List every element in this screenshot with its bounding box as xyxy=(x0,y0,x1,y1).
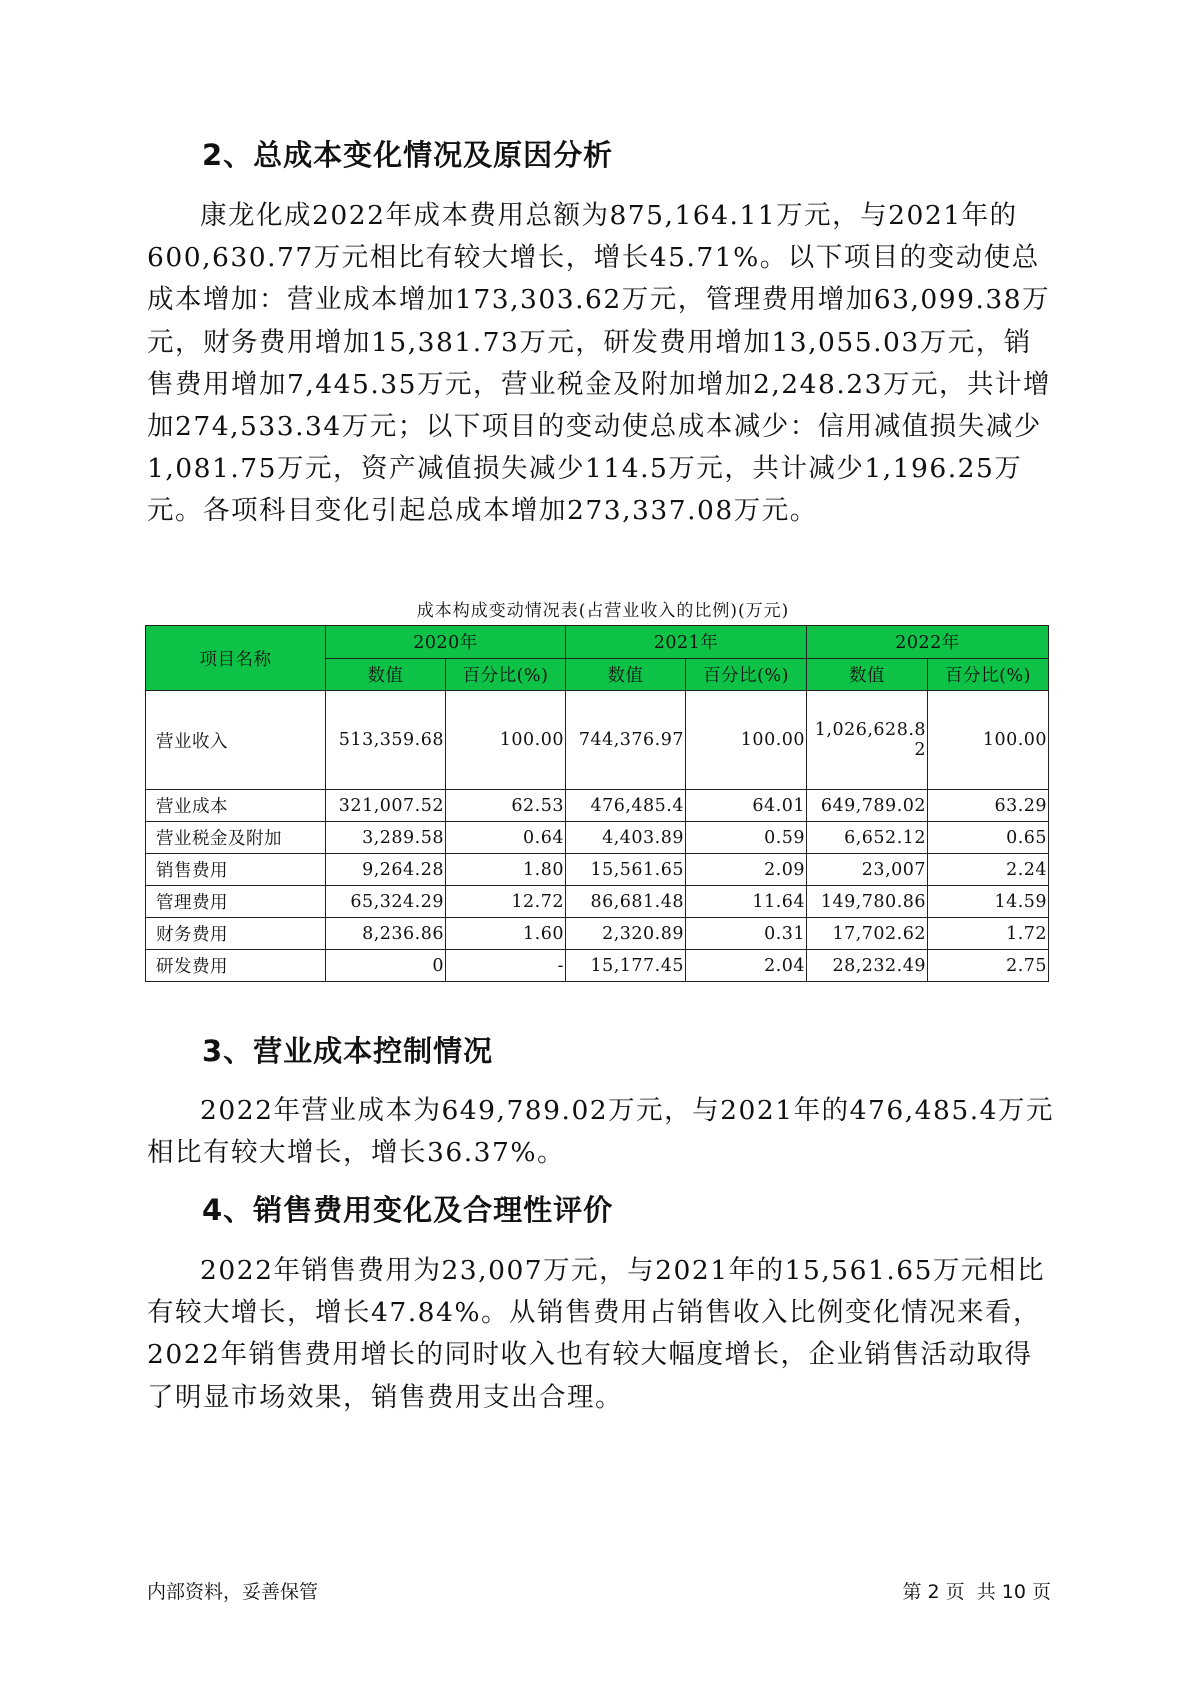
table-cell: 744,376.97 xyxy=(566,691,686,790)
cost-structure-table xyxy=(145,625,1049,982)
year-header-2022: 2022年 xyxy=(807,626,1049,659)
table-row xyxy=(146,790,1049,822)
section-4-heading: 4、销售费用变化及合理性评价 xyxy=(202,1193,614,1227)
table-cell: 15,177.45 xyxy=(566,950,686,982)
table-cell: 513,359.68 xyxy=(326,691,446,790)
table-cell: 12.72 xyxy=(446,886,566,918)
table-cell: 28,232.49 xyxy=(807,950,928,982)
table-cell: 0 xyxy=(326,950,446,982)
table-cell: 64.01 xyxy=(686,790,807,822)
table-row xyxy=(146,691,1049,790)
table-cell: - xyxy=(446,950,566,982)
table-cell: 2.75 xyxy=(928,950,1049,982)
percent-header: 百分比(%) xyxy=(446,658,566,691)
row-label: 管理费用 xyxy=(146,886,326,918)
table-cell: 0.64 xyxy=(446,822,566,854)
table-cell: 476,485.4 xyxy=(566,790,686,822)
row-label: 营业成本 xyxy=(146,790,326,822)
table-cell: 65,324.29 xyxy=(326,886,446,918)
table-cell: 23,007 xyxy=(807,854,928,886)
year-header-2021: 2021年 xyxy=(566,626,807,659)
table-cell: 0.65 xyxy=(928,822,1049,854)
footer-confidential-note: 内部资料，妥善保管 xyxy=(147,1581,319,1603)
table-cell: 1.80 xyxy=(446,854,566,886)
table-cell: 3,289.58 xyxy=(326,822,446,854)
table-cell: 1,026,628.82 xyxy=(807,691,928,790)
table-cell: 15,561.65 xyxy=(566,854,686,886)
table-cell: 1.60 xyxy=(446,918,566,950)
table-cell: 149,780.86 xyxy=(807,886,928,918)
table-cell: 8,236.86 xyxy=(326,918,446,950)
row-label: 财务费用 xyxy=(146,918,326,950)
row-label: 销售费用 xyxy=(146,854,326,886)
table-cell: 62.53 xyxy=(446,790,566,822)
year-header-2020: 2020年 xyxy=(326,626,566,659)
table-cell: 17,702.62 xyxy=(807,918,928,950)
table-row xyxy=(146,822,1049,854)
item-name-header: 项目名称 xyxy=(146,626,326,691)
row-label: 研发费用 xyxy=(146,950,326,982)
row-label: 营业收入 xyxy=(146,691,326,790)
section-2-paragraph: 康龙化成2022年成本费用总额为875,164.11万元，与2021年的600,630.77万元相比有较大增长，增长45.71%。以下项目的变动使总成本增加：营业成本增加173,303.62万元，管理费用增加63,099.38万元，财务费用增加15,381.73万元，研发费用增加13,055.03万元，销售费用增加7,445.35万元，营业税金及附加增加2,248.23万元，共计增加274,533.34万元；以下项目的变动使总成本减少：信用减值损失减少1,081.75万元，资产减值损失减少114.5万元，共计减少1,196.25万元。各项科目变化引起总成本增加273,337.08万元。 xyxy=(147,200,1052,527)
table-row xyxy=(146,918,1049,950)
value-header: 数值 xyxy=(326,658,446,691)
table-cell: 321,007.52 xyxy=(326,790,446,822)
table-cell: 14.59 xyxy=(928,886,1049,918)
table-cell: 4,403.89 xyxy=(566,822,686,854)
value-header: 数值 xyxy=(566,658,686,691)
table-row xyxy=(146,854,1049,886)
table-caption: 成本构成变动情况表(占营业收入的比例)(万元) xyxy=(416,601,790,621)
section-4-paragraph: 2022年销售费用为23,007万元，与2021年的15,561.65万元相比有较大增长，增长47.84%。从销售费用占销售收入比例变化情况来看，2022年销售费用增长的同时收入也有较大幅度增长，企业销售活动取得了明显市场效果，销售费用支出合理。 xyxy=(147,1255,1045,1413)
table-cell: 100.00 xyxy=(446,691,566,790)
percent-header: 百分比(%) xyxy=(686,658,807,691)
table-cell: 649,789.02 xyxy=(807,790,928,822)
row-label: 营业税金及附加 xyxy=(146,822,326,854)
table-cell: 1.72 xyxy=(928,918,1049,950)
table-cell: 2.04 xyxy=(686,950,807,982)
footer-page-number: 第 2 页 共 10 页 xyxy=(902,1581,1051,1603)
table-cell: 100.00 xyxy=(928,691,1049,790)
table-cell: 86,681.48 xyxy=(566,886,686,918)
table-row xyxy=(146,950,1049,982)
section-3-paragraph: 2022年营业成本为649,789.02万元，与2021年的476,485.4万元相比有较大增长，增长36.37%。 xyxy=(147,1095,1054,1169)
table-cell: 11.64 xyxy=(686,886,807,918)
percent-header: 百分比(%) xyxy=(928,658,1049,691)
table-cell: 0.31 xyxy=(686,918,807,950)
table-row xyxy=(146,886,1049,918)
section-3-heading: 3、营业成本控制情况 xyxy=(202,1034,494,1068)
table-cell: 6,652.12 xyxy=(807,822,928,854)
section-2-heading: 2、总成本变化情况及原因分析 xyxy=(202,138,614,172)
table-cell: 2.09 xyxy=(686,854,807,886)
table-cell: 100.00 xyxy=(686,691,807,790)
table-cell: 2,320.89 xyxy=(566,918,686,950)
table-cell: 2.24 xyxy=(928,854,1049,886)
value-header: 数值 xyxy=(807,658,928,691)
table-cell: 63.29 xyxy=(928,790,1049,822)
table-cell: 0.59 xyxy=(686,822,807,854)
table-cell: 9,264.28 xyxy=(326,854,446,886)
